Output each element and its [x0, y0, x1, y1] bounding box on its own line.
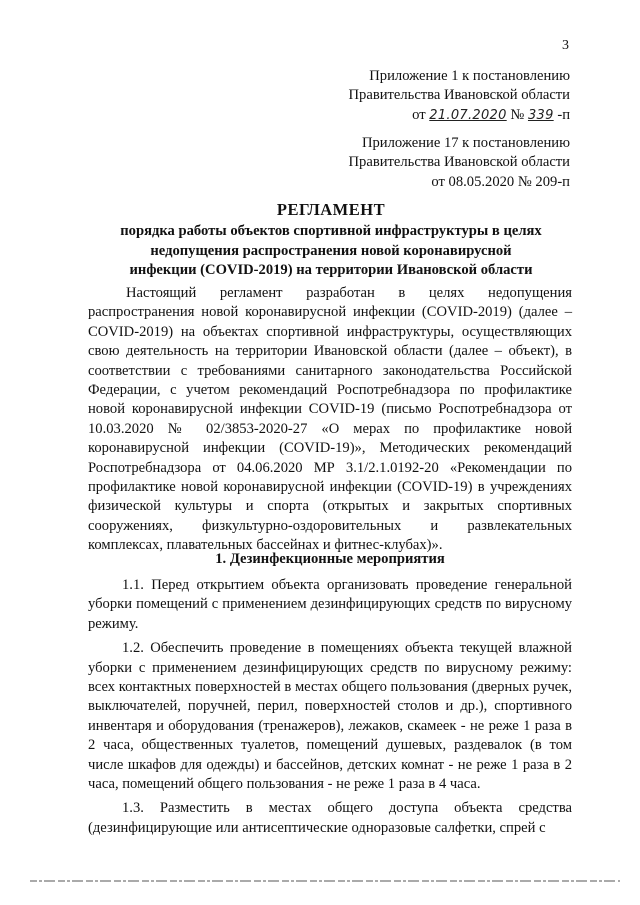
annex-1-line-2: Правительства Ивановской области — [348, 87, 570, 104]
scan-edge-mark — [30, 879, 620, 883]
document-title: РЕГЛАМЕНТ — [276, 200, 386, 219]
annex-1-line-1: Приложение 1 к постановлению — [369, 68, 570, 84]
annex-1-prefix: от — [412, 106, 426, 123]
section-items — [88, 576, 572, 843]
annex-1-number: 339 — [527, 107, 554, 123]
annex-17-line-1: Приложение 17 к постановлению — [361, 135, 570, 151]
document-title-block — [96, 200, 566, 281]
section-heading: 1. Дезинфекционные мероприятия — [215, 551, 445, 567]
annex-17-line-2: Правительства Ивановской области — [348, 154, 570, 171]
item-1-1: 1.1. Перед открытием объекта организовать проведение генеральной уборки помещений с применением дезинфицирующих средств по вирусному режиму. — [88, 577, 572, 632]
annex-1-line-3 — [349, 106, 570, 125]
subtitle-line-1: порядка работы объектов спортивной инфраструктуры в целях — [120, 223, 542, 240]
subtitle-line-3: инфекции (COVID-2019) на территории Ивановской области — [129, 262, 533, 279]
annex-17-reference — [349, 134, 570, 192]
intro-section — [88, 284, 572, 561]
annex-17-line-3: от 08.05.2020 № 209-п — [431, 173, 570, 190]
item-1-2: 1.2. Обеспечить проведение в помещениях объекта текущей влажной уборки с применением дезинфицирующих средств по вирусному режиму: всех контактных поверхностей в местах общего пользования (дверных ручек, выключателей, поручней, перил, поверхностей столов и др.), спортивного инвентаря и оборудования (тренажеров), лежаков, скамеек - не реже 1 раза в 2 часа, общественных туалетов, помещений душевых, раздевалок (в том числе шкафов для одежды) и бассейнов, детских комнат - не реже 1 раза в 2 часа, помещений общего пользования - не реже 1 раза в 4 часа. — [88, 640, 572, 793]
annex-1-reference — [349, 67, 570, 125]
intro-paragraph: Настоящий регламент разработан в целях недопущения распространения новой коронавирусной инфекции (COVID-2019) (далее – COVID-2019) на объектах спортивной инфраструктуры, осуществляющих свою деятельность на территории Ивановской области (далее – объект), в соответствии с требованиями санитарного законодательства Российской Федерации, с учетом рекомендаций Роспотребнадзора по профилактике новой коронавирусной инфекции COVID-19 (письмо Роспотребнадзора от 10.03.2020 № 02/3853-2020-27 «О мерах по профилактике новой коронавирусной инфекции (COVID-19)», Методических рекомендаций Роспотребнадзора от 04.06.2020 МР 3.1/2.1.0192-20 «Рекомендации по профилактике новой коронавирусной инфекции (COVID-19) в учреждениях физической культуры и спорта (открытых и закрытых спортивных сооружениях, физкультурно-оздоровительных и развлекательных комплексах, плавательных бассейнах и фитнес-клубах)». — [88, 285, 572, 554]
annex-1-date: 21.07.2020 — [429, 107, 507, 123]
item-1-3: 1.3. Разместить в местах общего доступа объекта средства (дезинфицирующие или антисептические одноразовые салфетки, спрей с — [88, 800, 572, 836]
annex-1-number-sign: № — [510, 106, 525, 123]
annex-1-suffix: -п — [557, 106, 570, 123]
page-number: 3 — [562, 38, 569, 53]
subtitle-line-2: недопущения распространения новой коронавирусной — [150, 242, 512, 259]
